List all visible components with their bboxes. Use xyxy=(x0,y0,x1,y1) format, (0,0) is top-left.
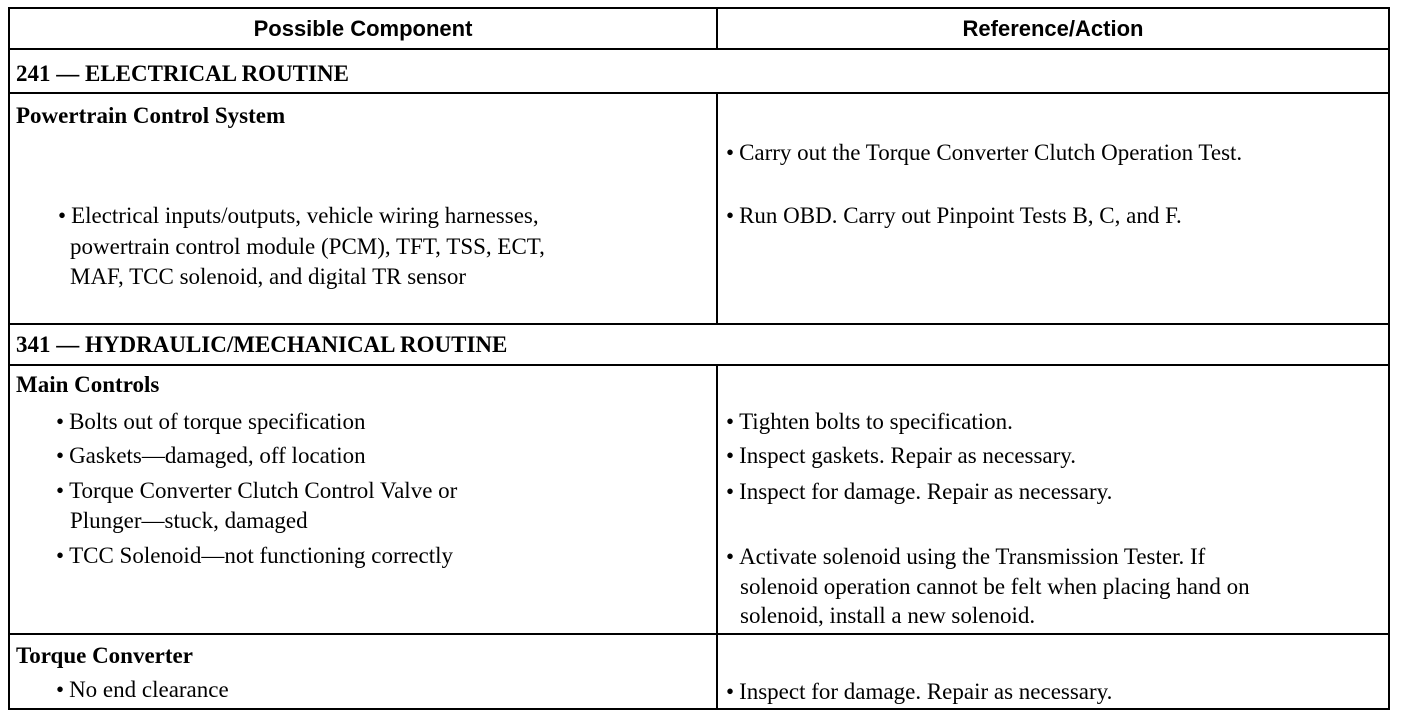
section-divider xyxy=(10,323,1388,325)
action-activate-solenoid: • Activate solenoid using the Transmission Tester. If xyxy=(726,541,1205,573)
routine-341-title: 341 — HYDRAULIC/MECHANICAL ROUTINE xyxy=(16,332,508,357)
component-tcc-control-valve-line2: Plunger—stuck, damaged xyxy=(70,508,308,533)
column-divider xyxy=(716,92,718,323)
component-tcc-control-valve: • Torque Converter Clutch Control Valve or xyxy=(56,475,457,507)
header-possible-component: Possible Component xyxy=(253,16,473,41)
action-inspect-gaskets: • Inspect gaskets. Repair as necessary. xyxy=(726,440,1076,472)
component-electrical-inputs-line3: MAF, TCC solenoid, and digital TR sensor xyxy=(70,264,466,289)
main-controls-heading: Main Controls xyxy=(16,372,160,397)
action-activate-solenoid-line2: solenoid operation cannot be felt when placing hand on xyxy=(740,574,1250,599)
torque-converter-heading: Torque Converter xyxy=(16,643,193,668)
action-activate-solenoid-line3: solenoid, install a new solenoid. xyxy=(740,603,1036,628)
header-divider xyxy=(10,48,1388,50)
section-divider xyxy=(10,364,1388,366)
component-gaskets: • Gaskets—damaged, off location xyxy=(56,440,366,472)
component-bolts: • Bolts out of torque specification xyxy=(56,406,365,438)
powertrain-control-system-heading: Powertrain Control System xyxy=(16,103,286,128)
troubleshooting-table xyxy=(8,7,1390,710)
action-run-obd: • Run OBD. Carry out Pinpoint Tests B, C, and F. xyxy=(726,200,1182,232)
action-inspect-damage-tc: • Inspect for damage. Repair as necessary. xyxy=(726,676,1112,708)
column-divider xyxy=(716,364,718,710)
header-reference-action: Reference/Action xyxy=(962,16,1144,41)
routine-241-title: 241 — ELECTRICAL ROUTINE xyxy=(16,61,349,86)
section-divider xyxy=(10,92,1388,94)
component-no-end-clearance: • No end clearance xyxy=(56,674,229,706)
action-tcc-operation-test: • Carry out the Torque Converter Clutch Operation Test. xyxy=(726,137,1242,169)
component-electrical-inputs-line2: powertrain control module (PCM), TFT, TSS, ECT, xyxy=(70,234,545,259)
action-tighten-bolts: • Tighten bolts to specification. xyxy=(726,406,1013,438)
section-divider xyxy=(10,633,1388,635)
component-electrical-inputs: • Electrical inputs/outputs, vehicle wiring harnesses, xyxy=(58,200,539,232)
action-inspect-damage: • Inspect for damage. Repair as necessary. xyxy=(726,476,1112,508)
component-tcc-solenoid: • TCC Solenoid—not functioning correctly xyxy=(56,540,453,572)
